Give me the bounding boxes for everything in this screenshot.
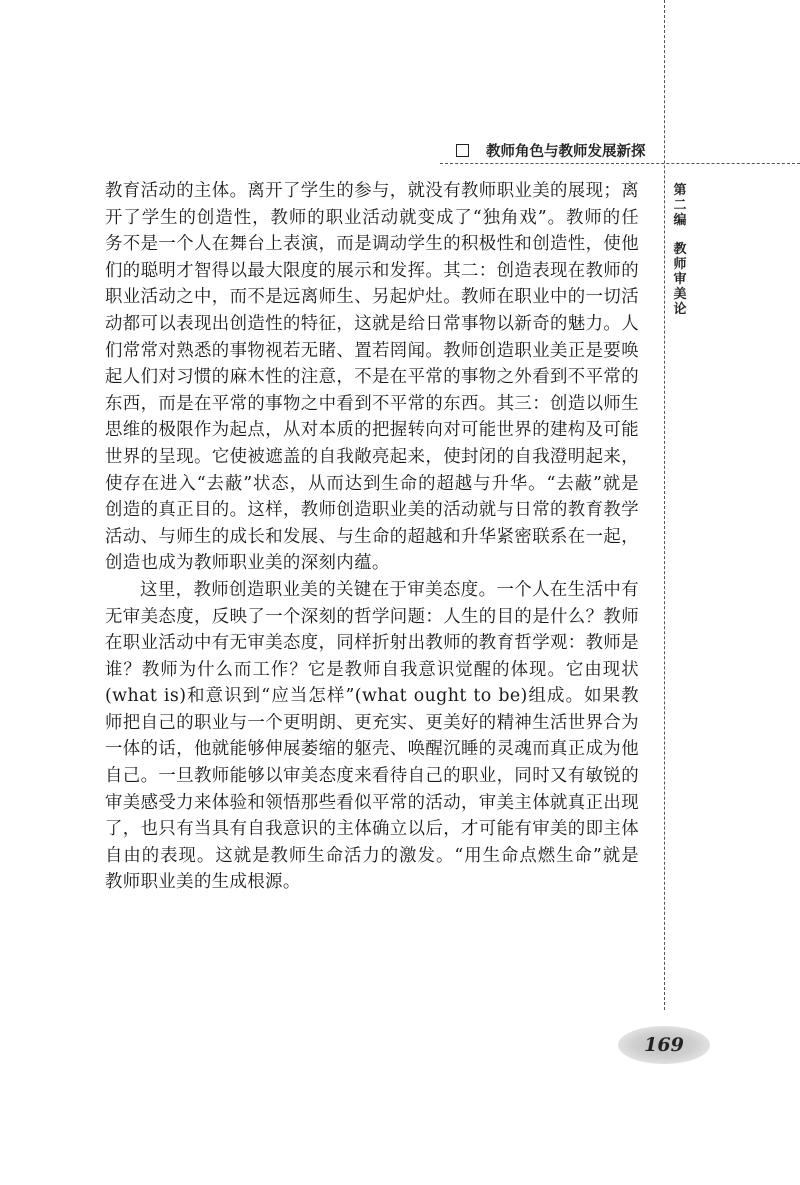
side-tab-section: 教师审美论 bbox=[673, 242, 687, 317]
vertical-dashed-divider bbox=[664, 0, 665, 1010]
square-bullet-icon bbox=[456, 144, 469, 157]
page-body bbox=[105, 178, 639, 896]
paragraph: 这里，教师创造职业美的关键在于审美态度。一个人在生活中有无审美态度，反映了一个深刻的哲学问题：人生的目的是什么？教师在职业活动中有无审美态度，同样折射出教师的教育哲学观：教师是谁？教师为什么而工作？它是教师自我意识觉醒的体现。它由现状(what is)和意识到“应当怎样”(what ought to be)组成。如果教师把自己的职业与一个更明朗、更充实、更美好的精神生活世界合为一体的话，他就能够伸展萎缩的躯壳、唤醒沉睡的灵魂而真正成为他自己。一旦教师能够以审美态度来看待自己的职业，同时又有敏锐的审美感受力来体验和领悟那些看似平常的活动，审美主体就真正出现了，也只有当具有自我意识的主体确立以后，才可能有审美的即主体自由的表现。这就是教师生命活力的激发。“用生命点燃生命”就是教师职业美的生成根源。 bbox=[105, 579, 639, 893]
header-dashed-divider bbox=[440, 163, 800, 164]
page-number: 169 bbox=[644, 1034, 684, 1056]
paragraph: 教育活动的主体。离开了学生的参与，就没有教师职业美的展现；离开了学生的创造性，教师的职业活动就变成了“独角戏”。教师的任务不是一个人在舞台上表演，而是调动学生的积极性和创造性，使他们的聪明才智得以最大限度的展示和发挥。其二：创造表现在教师的职业活动之中，而不是远离师生、另起炉灶。教师在职业中的一切活动都可以表现出创造性的特征，这就是给日常事物以新奇的魅力。人们常常对熟悉的事物视若无睹、置若罔闻。教师创造职业美正是要唤起人们对习惯的麻木性的注意，不是在平常的事物之外看到不平常的东西，而是在平常的事物之中看到不平常的东西。其三：创造以师生思维的极限作为起点，从对本质的把握转向对可能世界的建构及可能世界的呈现。它使被遮盖的自我敞亮起来，使封闭的自我澄明起来，使存在进入“去蔽”状态，从而达到生命的超越与升华。“去蔽”就是创造的真正目的。这样，教师创造职业美的活动就与日常的教育教学活动、与师生的成长和发展、与生命的超越和升华紧密联系在一起，创造也成为教师职业美的深刻内蕴。 bbox=[105, 181, 639, 574]
page-number-badge bbox=[618, 1026, 710, 1064]
header-title: 教师角色与教师发展新探 bbox=[486, 144, 646, 160]
running-header bbox=[456, 140, 646, 161]
side-tab-part: 第二编 bbox=[673, 183, 687, 228]
side-tab bbox=[671, 183, 689, 317]
